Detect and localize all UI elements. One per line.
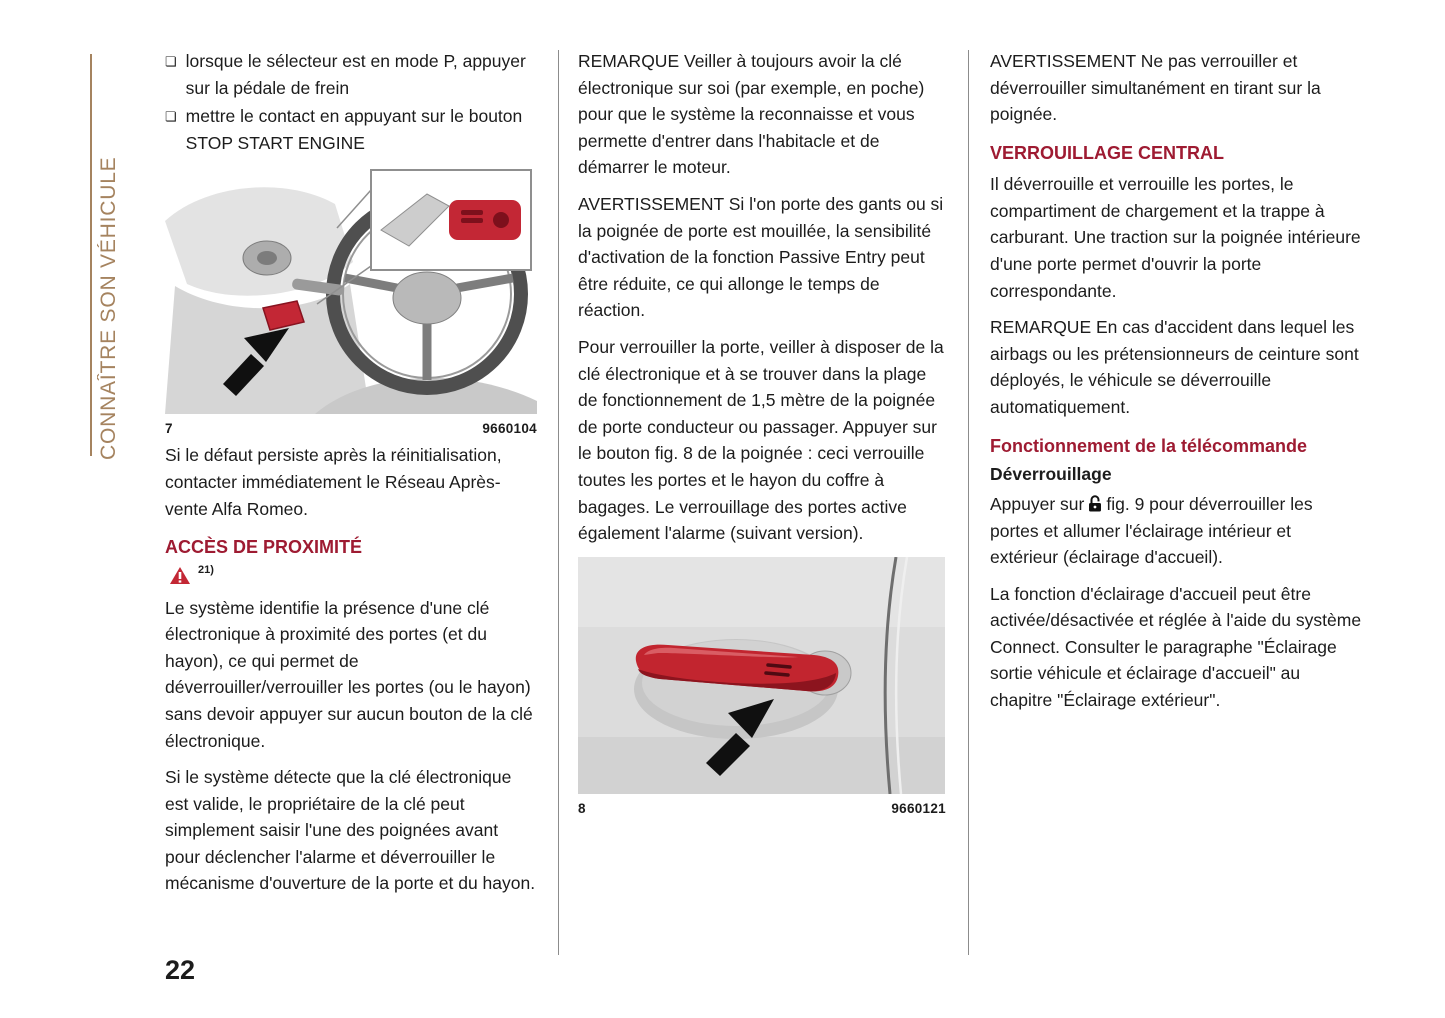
column-divider — [558, 50, 559, 955]
list-item-text: mettre le contact en appuyant sur le bouton STOP START ENGINE — [185, 106, 523, 153]
paragraph-remarque-key: REMARQUE Veiller à toujours avoir la clé électronique sur soi (par exemple, en poche) pour que le système la reconnaisse et vous permette d'entrer dans l'habitacle et de démarrer le moteur. — [578, 51, 925, 178]
square-bullet-icon: ❏ — [165, 54, 177, 69]
figure-code: 9660104 — [482, 421, 537, 437]
figure-number: 7 — [165, 421, 173, 437]
paragraph-appuyer-unlock — [990, 491, 1362, 571]
figure-code: 9660121 — [891, 800, 946, 816]
heading-verrouillage-central: VERROUILLAGE CENTRAL — [990, 142, 1224, 163]
sidebar-rule — [90, 54, 92, 456]
unlock-sentence-before: Appuyer sur — [990, 493, 1085, 514]
page-number: 22 — [165, 955, 196, 985]
heading-acces-de-proximite: ACCÈS DE PROXIMITÉ — [165, 537, 363, 558]
figure-number: 8 — [578, 800, 586, 816]
figure-7-illustration-steering-column — [165, 166, 537, 414]
column-divider — [968, 50, 969, 955]
warning-reference-row — [165, 563, 537, 585]
figure-7 — [165, 166, 537, 436]
paragraph-system-identifies: Le système identifie la présence d'une clé électronique à proximité des portes (et du hayon), ce qui permet de déverrouiller/verrouiller les portes (ou le hayon) sans devoir appuyer sur aucun bouton de la clé électronique. — [165, 597, 533, 751]
column-left — [165, 48, 537, 907]
chapter-title-vertical: CONNAÎTRE SON VÉHICULE — [97, 156, 120, 460]
list-item — [165, 48, 537, 101]
figure-8-caption — [578, 801, 946, 816]
chapter-sidebar — [90, 52, 130, 460]
figure-7-caption — [165, 421, 537, 436]
warning-note-number: 21) — [198, 563, 214, 576]
paragraph-avertissement-simultane: AVERTISSEMENT Ne pas verrouiller et déverrouiller simultanément en tirant sur la poignée. — [990, 51, 1321, 125]
warning-triangle-icon — [169, 566, 191, 585]
column-right — [990, 48, 1362, 724]
figure-8 — [578, 557, 946, 816]
subheading-deverrouillage: Déverrouillage — [990, 463, 1112, 484]
paragraph-verrouillage-central: Il déverrouille et verrouille les portes, le compartiment de chargement et la trappe à carburant. Une traction sur la poignée intérieure d'une porte permet d'ouvrir la porte correspondante. — [990, 174, 1361, 301]
list-item-text: lorsque le sélecteur est en mode P, appuyer sur la pédale de frein — [185, 51, 526, 98]
heading-fonctionnement-telecommande: Fonctionnement de la télécommande — [990, 435, 1308, 456]
paragraph-system-detects: Si le système détecte que la clé électronique est valide, le propriétaire de la clé peut simplement saisir l'une des poignées avant pour déclencher l'alarme et déverrouiller le mécanisme d'ouverture de la porte et du hayon. — [165, 767, 536, 894]
paragraph-avertissement-gloves: AVERTISSEMENT Si l'on porte des gants ou si la poignée de porte est mouillée, la sensibilité d'activation de la fonction Passive Entry peut être réduite, ce qui allonge le temps de réaction. — [578, 193, 944, 321]
figure-8-illustration-door-handle — [578, 557, 945, 794]
paragraph-remarque-accident: REMARQUE En cas d'accident dans lequel les airbags ou les prétensionneurs de ceinture sont déployés, le véhicule se déverrouille automatiquement. — [990, 317, 1359, 417]
paragraph-defect-persists: Si le défaut persiste après la réinitialisation, contacter immédiatement le Réseau Après-vente Alfa Romeo. — [165, 445, 502, 519]
column-middle — [578, 48, 946, 822]
paragraph-eclairage-accueil: La fonction d'éclairage d'accueil peut être activée/désactivée et réglée à l'aide du système Connect. Consulter le paragraphe "Éclairage sortie véhicule et éclairage d'accueil" au chapitre "Éclairage extérieur". — [990, 583, 1362, 711]
unlock-padlock-icon — [1088, 495, 1102, 512]
paragraph-pour-verrouiller: Pour verrouiller la porte, veiller à disposer de la clé électronique et à se trouver dans la plage de fonctionnement de 1,5 mètre de la poignée de porte conducteur ou passager. Appuyer sur le bouton fig. 8 de la poignée : ceci verrouille toutes les portes et le hayon du coffre à bagages. Le verrouillage des portes active également l'alarme (suivant version). — [578, 336, 944, 544]
list-item — [165, 103, 537, 156]
unlock-sentence-after: fig. 9 pour déverrouiller les portes et allumer l'éclairage intérieur et extérieur (éclairage d'accueil). — [990, 493, 1313, 568]
square-bullet-icon: ❏ — [165, 109, 177, 125]
